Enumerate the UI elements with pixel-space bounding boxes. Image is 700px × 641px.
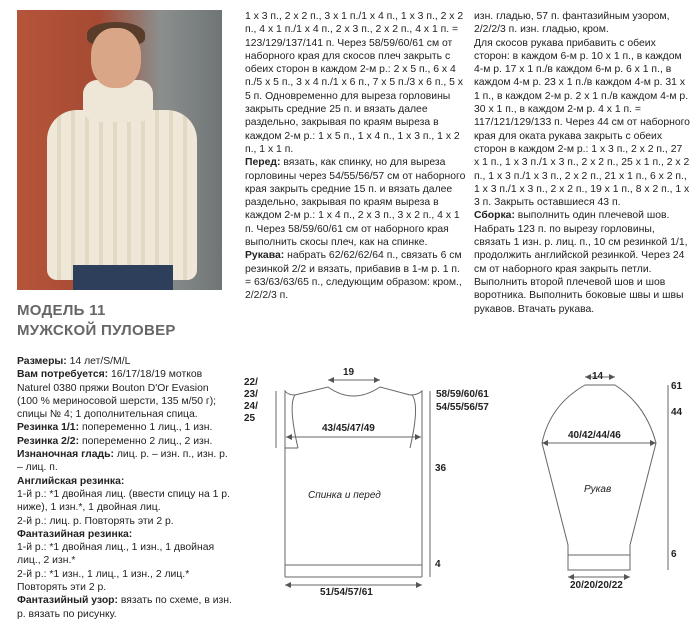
sleeve-caption: Рукав [584, 484, 612, 495]
body-diagram [240, 365, 489, 635]
neck-depth-label: 54/55/56/57 [436, 402, 489, 413]
materials-column: Размеры: 14 лет/S/M/L Вам потребуется: 16/17/18/19 мотков Naturel 0380 пряжи Bouton D'Or Evasion (100 % мериносовой шерсти, 135 м/50 г); спицы № 4; 1 дополнительная спица. Резинка 1/1: попеременно 1 лиц., 1 изн. Резинка 2/2: попеременно 2 лиц., 2 изн. Изнаночная гладь: лиц. р. – изн. п., изн. р. – лиц. п. Английская резинка: 1-й р.: *1 двойная лиц. (ввести спицу на 1 р. ниже), 1 изн.*, 1 двойная лиц. 2-й р.: лиц. р. Повторять эти 2 р. Фантазийная резинка: 1-й р.: *1 двойная лиц., 1 изн., 1 двойная лиц., 2 изн.* 2-й р.: *1 изн., 1 лиц., 1 изн., 2 лиц.* Повторять эти 2 р. Фантазийный узор: вязать по схеме, в изн. р. вязать по рисунку. [17, 356, 232, 620]
model-title: МОДЕЛЬ 11 МУЖСКОЙ ПУЛОВЕР [17, 302, 176, 339]
sleeve-top-label: 14 [592, 371, 604, 382]
side-height-label: 36 [435, 463, 447, 474]
cuff-width-label: 20/20/20/22 [570, 580, 623, 591]
instructions-column-3: изн. гладью, 57 п. фантазийным узором, 2/2/2/3 п. изн. гладью, кром. Для скосов рукава прибавить с обеих сторон: в каждом 6-м р. 10 х 1 п., в каждом 4-м р. 17 х 1 п./в каждом 6-м р. 6 х 1 п., в каждом 4-м р. 23 х 1 п./в каждом 4-м р. 31 х 1 п., в каждом 2-м р. 2 х 1 п./в каждом 4-м р. 30 х 1 п., в каждом 2-м р. 4 х 1 п. = 117/121/129/133 п. Через 44 см от наборного края для оката рукава закрыть с обеих сторон в каждом 2-м р.: 1 х 3 п., 2 х 2 п., 27 х 1 п., 1 х 3 п./1 х 3 п., 2 х 2 п., 25 х 1 п., 2 х 2 п., 1 х 3 п./1 х 3 п., 2 х 2 п., 21 х 1 п., 6 х 2 п., 1 х 3 п./1 х 3 п., 2 х 2 п., 19 х 1 п., 8 х 2 п., 1 х 3 п. Закрыть оставшиеся 43 п. Сборка: выполнить один плечевой шов. Набрать 123 п. по вырезу горловины, связать 1 изн. р. лиц. п., 10 см резинкой 1/1, продолжить английской резинкой. Через 24 см от наборного края закрыть петли. Выполнить второй плечевой шов и шов воротника. Выполнить боковые швы и швы рукавов. Втачать рукава. [474, 11, 690, 315]
armhole-height-label: 22/ 23/ 24/ 25 [244, 377, 258, 424]
sleeve-rib-label: 6 [671, 549, 677, 560]
sleeve-width-label: 40/42/44/46 [568, 430, 621, 441]
body-caption: Спинка и перед [308, 490, 381, 501]
instructions-column-2: 1 х 3 п., 2 х 2 п., 3 х 1 п./1 х 4 п., 1 х 3 п., 2 х 2 п., 4 х 1 п./1 х 4 п., 2 х 3 п., 2 х 2 п., 4 х 1 п. = 123/129/137/141 п. Через 58/59/60/61 см от наборного края для скосов плеч закрыть с обеих сторон в каждом 2-м р.: 2 х 5 п., 6 х 4 п./5 х 5 п., 3 х 4 п./1 х 6 п., 7 х 5 п./3 х 6 п., 5 х 5 п. Одновременно для выреза горловины закрыть средние 25 п. и вязать далее раздельно, закрывая по краям выреза в каждом 2-м р.: 1 х 5 п., 1 х 4 п., 1 х 3 п., 1 х 2 п., 1 х 1 п. Перед: вязать, как спинку, но для выреза горловины через 54/55/56/57 см от наборного края закрыть средние 15 п. и вязать далее раздельно, закрывая по краям выреза в каждом 2-м р.: 1 х 4 п., 2 х 3 п., 3 х 2 п., 4 х 1 п. Через 58/59/60/61 см от наборного края выполнить скосы плеч, как на спинке. Рукава: набрать 62/62/62/64 п., связать 6 см резинкой 2/2 и вязать, прибавив в 1-м р. 1 п. = 63/63/63/65 п., следующим образом: кром., 2/2/2/3 п. [245, 11, 466, 302]
sleeve-height-label: 61 [671, 381, 683, 392]
chest-width-label: 43/45/47/49 [322, 423, 375, 434]
bottom-width-label: 51/54/57/61 [320, 587, 373, 598]
sleeve-pattern-svg [520, 365, 690, 635]
model-photo [17, 10, 222, 290]
sleeve-diagram [520, 365, 690, 635]
sleeve-cap-label: 44 [671, 407, 683, 418]
neck-width-label: 19 [343, 367, 355, 378]
shoulder-height-label: 58/59/60/61 [436, 389, 489, 400]
rib-height-label: 4 [435, 559, 441, 570]
